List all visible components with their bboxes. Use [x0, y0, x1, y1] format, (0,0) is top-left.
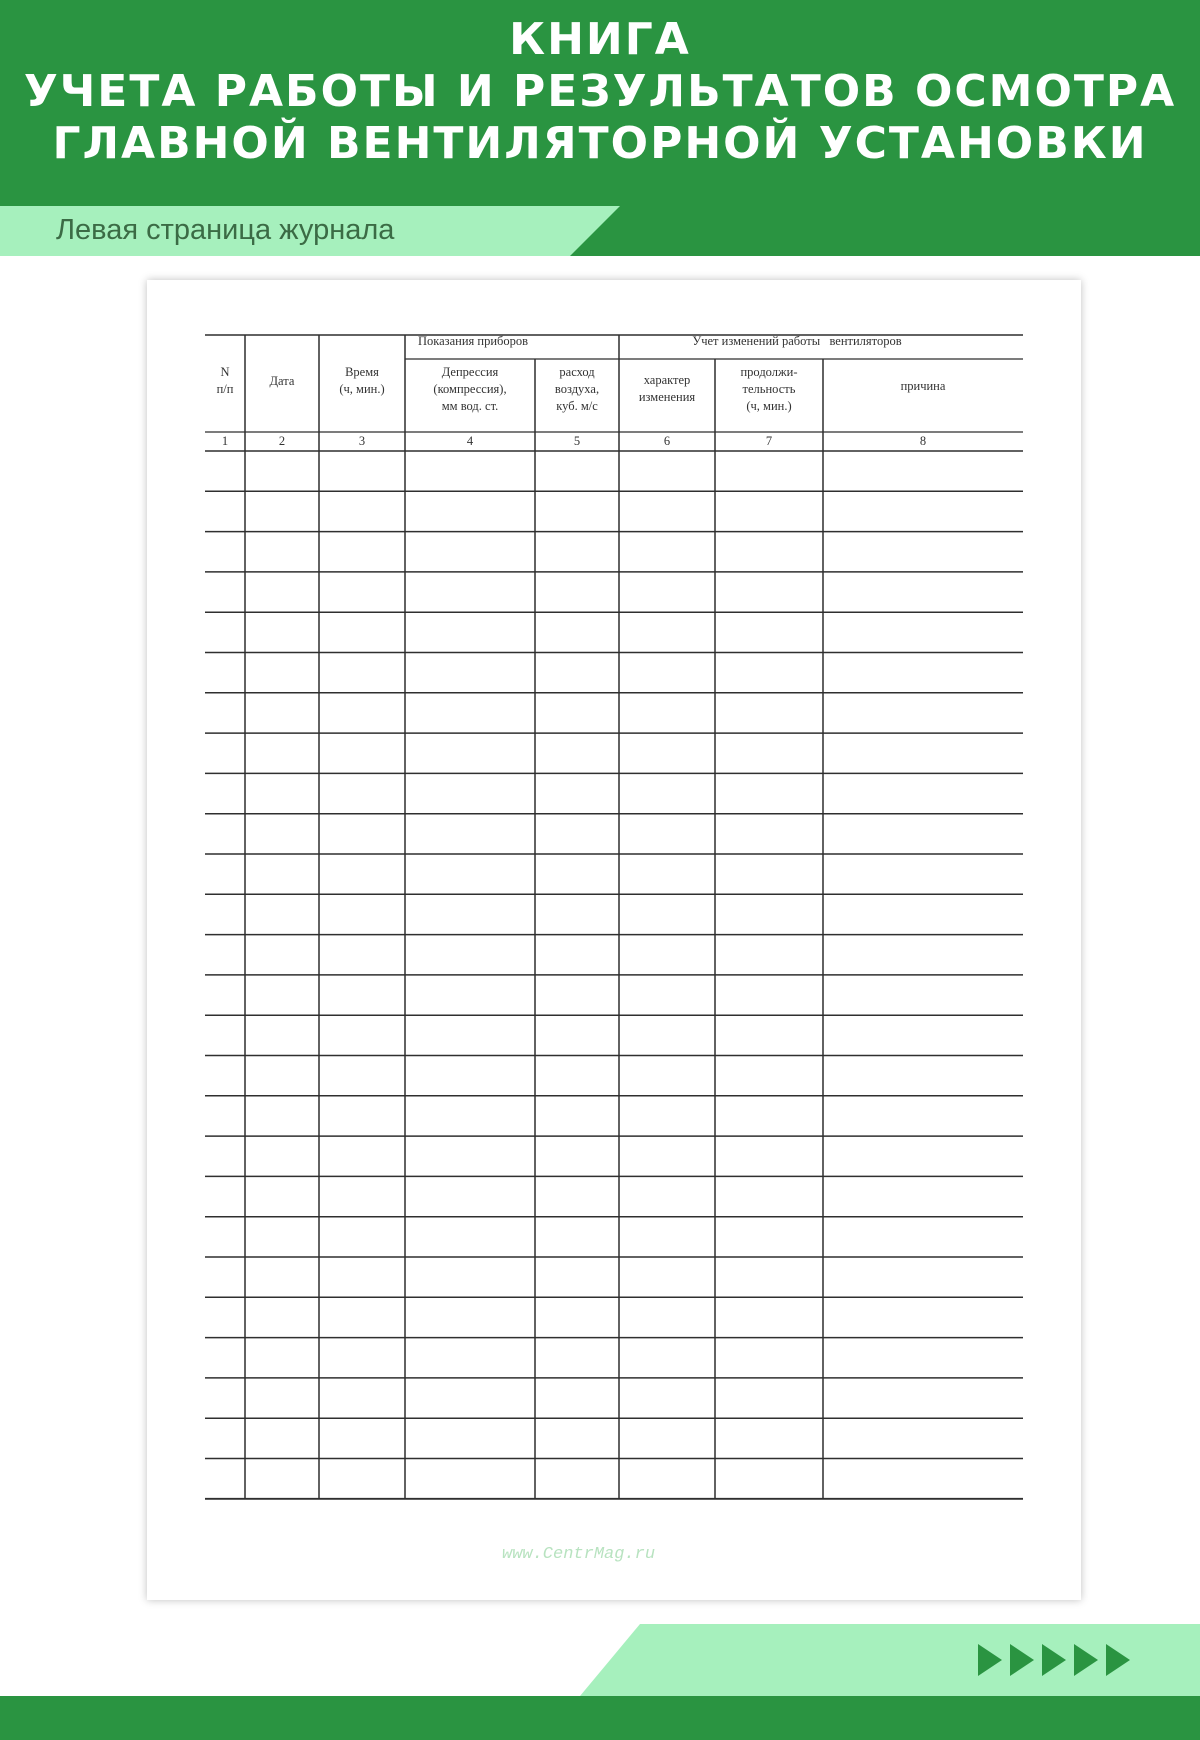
column-header-line: Время: [345, 365, 379, 379]
column-header-line: Депрессия: [441, 365, 499, 379]
column-number-2: 2: [278, 434, 286, 448]
title-line-2: УЧЕТА РАБОТЫ И РЕЗУЛЬТАТОВ ОСМОТРА: [23, 66, 1177, 117]
subtitle-band: [0, 206, 620, 256]
arrow-row: [975, 1640, 1133, 1680]
subtitle: Левая страница журнала: [56, 214, 395, 246]
column-header-line: расход: [559, 365, 595, 379]
column-number-1: 1: [221, 434, 229, 448]
column-header-3: [319, 364, 405, 398]
column-header-5: [535, 364, 619, 415]
column-number-8: 8: [919, 434, 927, 448]
column-number-3: 3: [358, 434, 366, 448]
header-banner: [0, 0, 1200, 256]
column-header-line: тельность: [742, 382, 796, 396]
column-header-line: (ч, мин.): [339, 382, 385, 396]
column-header-line: продолжи-: [740, 365, 798, 379]
column-header-line: (ч, мин.): [746, 399, 792, 413]
group-header-instruments: Показания приборов: [417, 334, 529, 348]
column-header-line: (компрессия),: [433, 382, 507, 396]
journal-table-grid: [147, 280, 1081, 1600]
column-header-line: воздуха,: [554, 382, 600, 396]
column-header-line: характер: [643, 373, 691, 387]
column-number-7: 7: [765, 434, 773, 448]
column-header-4: [405, 364, 535, 415]
play-arrow-icon: [1071, 1640, 1101, 1680]
column-header-line: мм вод. ст.: [441, 399, 499, 413]
column-header-line: изменения: [638, 390, 696, 404]
play-arrow-icon: [1039, 1640, 1069, 1680]
group-header-changes: Учет изменений работы вентиляторов: [692, 334, 902, 348]
column-header-1: [205, 364, 245, 398]
title-line-3: ГЛАВНОЙ ВЕНТИЛЯТОРНОЙ УСТАНОВКИ: [52, 118, 1148, 169]
column-header-line: Дата: [269, 374, 295, 388]
column-header-line: причина: [900, 379, 946, 393]
watermark: www.CentrMag.ru: [502, 1545, 656, 1564]
page-title: [0, 14, 1200, 170]
column-header-line: куб. м/с: [556, 399, 598, 413]
play-arrow-icon: [1103, 1640, 1133, 1680]
play-arrow-icon: [975, 1640, 1005, 1680]
play-arrow-icon: [1007, 1640, 1037, 1680]
column-header-line: п/п: [216, 382, 234, 396]
column-header-6: [619, 372, 715, 406]
column-number-5: 5: [573, 434, 581, 448]
column-header-line: N: [220, 365, 230, 379]
footer-bar: [0, 1696, 1200, 1740]
journal-page: [147, 280, 1081, 1600]
column-header-8: [823, 378, 1023, 395]
column-header-2: [245, 373, 319, 390]
column-number-6: 6: [663, 434, 671, 448]
column-number-4: 4: [466, 434, 474, 448]
title-line-1: КНИГА: [509, 14, 691, 65]
column-header-7: [715, 364, 823, 415]
